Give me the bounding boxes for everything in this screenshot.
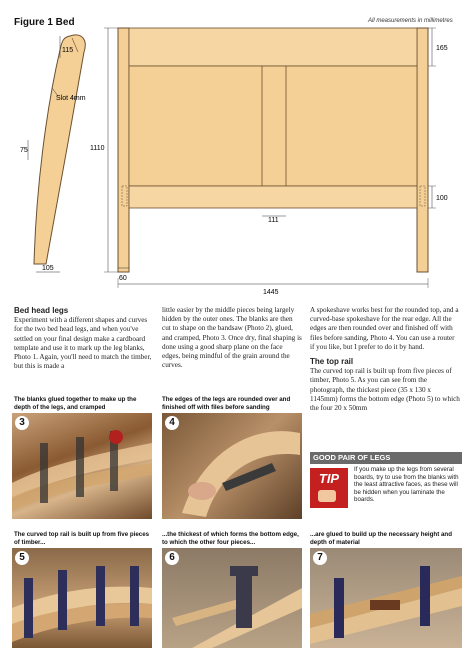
figure-note: All measurements in millimetres (368, 18, 453, 24)
col2-text: little easier by the middle pieces being largely hidden by the outer ones. The blanks are then cut to shape on the bandsaw (Photo 2), glued, and cramped, Photo 3. Once dry, final shaping is done using a good sharp plane on the face edges, being mindful of the grain around the curves. (162, 306, 302, 370)
right-post (417, 28, 428, 272)
bed-diagram (0, 0, 474, 300)
photo-7 (310, 548, 462, 648)
tip-banner: GOOD PAIR OF LEGS (310, 452, 462, 464)
thumbs-up-icon (318, 490, 336, 502)
col3b-text: The curved top rail is built up from five pieces of timber, Photo 5. As you can see from the photograph, the thickest piece (35 x 130 x 1145mm) forms the bottom edge (Photo 5) to which the four 20 x 50mm (310, 367, 460, 413)
caption-photo-4: The edges of the legs are rounded over and finished off with files before sanding (162, 396, 291, 411)
tip-badge (310, 468, 348, 508)
dim-111: 111 (268, 217, 279, 224)
article-column-3 (310, 306, 460, 413)
photo-3 (12, 413, 152, 519)
top-rail (129, 28, 417, 66)
photo-6 (162, 548, 302, 648)
photo-7-number: 7 (313, 551, 327, 565)
article-column-2 (162, 306, 302, 370)
photo-5-number: 5 (15, 551, 29, 565)
tip-text: If you make up the legs from several boards, try to use from the blanks with the least attractive faces, as these will be hidden when you laminate the boards. (354, 466, 459, 504)
dim-105: 105 (42, 265, 54, 272)
bottom-rail (129, 186, 417, 208)
caption-photo-3: The blanks glued together to make up the depth of the legs, and cramped (14, 396, 137, 411)
col1-text: Experiment with a different shapes and curves for the two bed head legs, and when you've settled on your final design make a cardboard template and use it to mark up the leg blanks, Photo 1. Again, you'll need to match the timber, but this is made a (14, 316, 152, 371)
article-column-1 (14, 306, 152, 371)
photo-3-number: 3 (15, 416, 29, 430)
dim-1445: 1445 (263, 289, 279, 296)
col3-text: A spokeshave works best for the rounded top, and a curved-base spokeshave for the rear edge. All the edges are then rounded over and finished off with files before sanding, Photo 4. You can use a router if you like, but I prefer to do it by hand. (310, 306, 459, 351)
photo-4 (162, 413, 302, 519)
tip-label: TIP (318, 471, 340, 486)
dim-60: 60 (119, 275, 127, 282)
dim-slot: Slot 4mm (56, 95, 86, 102)
center-panel (129, 66, 417, 186)
dim-1110: 1110 (90, 145, 105, 152)
caption-photo-7: ...are glued to build up the necessary height and depth of material (310, 531, 452, 546)
photo-5 (12, 548, 152, 648)
caption-photo-6: ...the thickest of which forms the bottom edge, to which the other four pieces... (162, 531, 299, 546)
caption-photo-5: The curved top rail is built up from five pieces of timber... (14, 531, 150, 546)
dim-165: 165 (436, 45, 448, 52)
dim-115: 115 (62, 47, 74, 54)
left-post (118, 28, 129, 272)
tip-box (310, 466, 462, 520)
photo-6-number: 6 (165, 551, 179, 565)
side-leg (34, 35, 85, 264)
heading-bed-head-legs: Bed head legs (14, 306, 69, 315)
photo-4-number: 4 (165, 416, 179, 430)
heading-top-rail: The top rail (310, 357, 354, 367)
dim-75: 75 (20, 147, 28, 154)
figure-title: Figure 1 Bed (14, 17, 75, 28)
dim-100: 100 (436, 195, 448, 202)
